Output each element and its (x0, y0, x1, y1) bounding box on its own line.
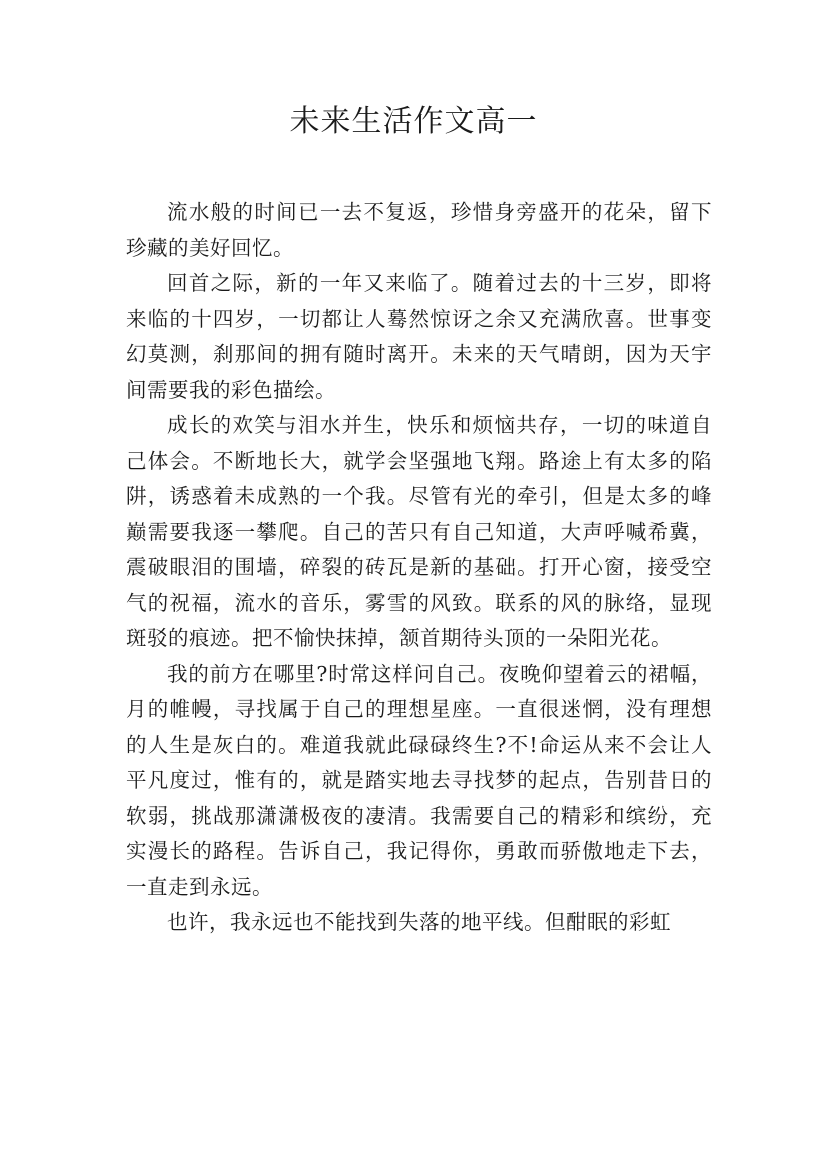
paragraph: 回首之际，新的一年又来临了。随着过去的十三岁，即将来临的十四岁，一切都让人蓦然惊讶之余又充满欣喜。世事变幻莫测，刹那间的拥有随时离开。未来的天气晴朗，因为天宇间需要我的彩色描绘。 (126, 271, 712, 402)
paragraph: 流水般的时间已一去不复返，珍惜身旁盛开的花朵，留下珍藏的美好回忆。 (126, 200, 712, 260)
paragraph: 也许，我永远也不能找到失落的地平线。但酣眠的彩虹 (167, 910, 671, 934)
paragraph: 成长的欢笑与泪水并生，快乐和烦恼共存，一切的味道自己体会。不断地长大，就学会坚强地飞翔。路途上有太多的陷阱，诱惑着未成熟的一个我。尽管有光的牵引，但是太多的峰巅需要我逐一攀爬。自己的苦只有自己知道，大声呼喊希冀，震破眼泪的围墙，碎裂的砖瓦是新的基础。打开心窗，接受空气的祝福，流水的音乐，雾雪的风致。联系的风的脉络，显现斑驳的痕迹。把不愉快抹掉，颔首期待头顶的一朵阳光花。 (126, 413, 712, 650)
document-title: 未来生活作文高一 (289, 104, 538, 139)
paragraph: 我的前方在哪里?时常这样问自己。夜晚仰望着云的裙幅，月的帷幔，寻找属于自己的理想星座。一直很迷惘，没有理想的人生是灰白的。难道我就此碌碌终生?不!命运从来不会让人平凡度过，惟有的，就是踏实地去寻找梦的起点，告别昔日的软弱，挑战那潇潇极夜的凄清。我需要自己的精彩和缤纷，充实漫长的路程。告诉自己，我记得你，勇敢而骄傲地走下去，一直走到永远。 (126, 661, 712, 899)
document-body (126, 195, 712, 941)
